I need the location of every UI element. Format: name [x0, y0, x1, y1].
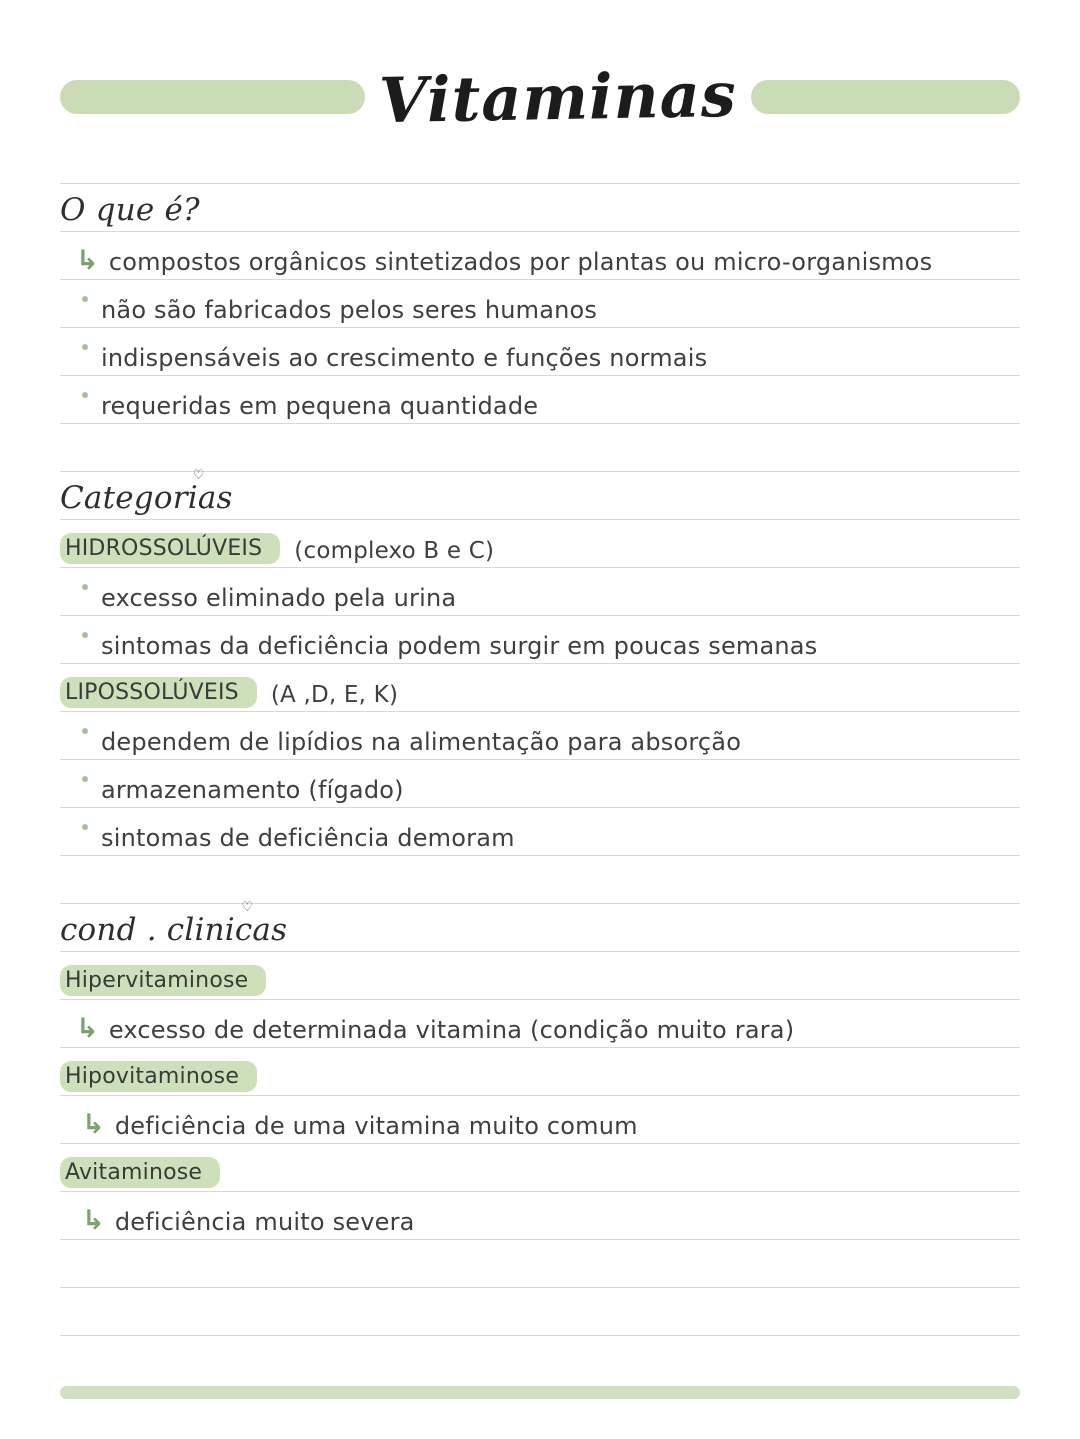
bottom-accent-bar	[60, 1386, 1020, 1399]
label-note: (A ,D, E, K)	[270, 682, 399, 708]
bullet-dot-icon	[82, 824, 88, 830]
note-item	[60, 232, 1020, 280]
section-heading-what	[60, 184, 1020, 232]
highlighted-label: LIPOSSOLÚVEIS	[60, 677, 257, 708]
note-item	[60, 616, 1020, 664]
note-text: sintomas da deficiência podem surgir em poucas semanas	[101, 632, 818, 660]
highlighted-label: HIDROSSOLÚVEIS	[60, 533, 280, 564]
condition-label-row	[60, 1144, 1020, 1192]
bullet-dot-icon	[82, 632, 88, 638]
note-text: dependem de lipídios na alimentação para absorção	[101, 728, 742, 756]
condition-label-row	[60, 952, 1020, 1000]
condition-label-row	[60, 1048, 1020, 1096]
heart-icon: ♡	[192, 468, 205, 483]
note-text: compostos orgânicos sintetizados por plantas ou micro-organismos	[108, 248, 933, 276]
bullet-dot-icon	[82, 584, 88, 590]
note-item	[60, 376, 1020, 424]
highlighted-label: Hipervitaminose	[60, 965, 266, 996]
note-text: deficiência de uma vitamina muito comum	[114, 1112, 638, 1140]
label-note: (complexo B e C)	[294, 538, 495, 564]
note-text: deficiência muito severa	[114, 1208, 415, 1236]
bullet-dot-icon	[82, 776, 88, 782]
bullet-dot-icon	[82, 344, 88, 350]
ruled-line	[60, 1288, 1020, 1336]
note-text: excesso eliminado pela urina	[101, 584, 457, 612]
arrow-icon: ↳	[82, 1205, 105, 1236]
bullet-dot-icon	[82, 728, 88, 734]
page-title: Vitaminas	[378, 57, 738, 137]
ruled-line	[60, 856, 1020, 904]
heading-text: cond . clinicas	[60, 912, 288, 948]
ruled-line	[60, 1240, 1020, 1288]
note-item	[60, 1192, 1020, 1240]
heart-icon: ♡	[241, 900, 254, 915]
category-label-row	[60, 520, 1020, 568]
note-item	[60, 808, 1020, 856]
section-heading-categories	[60, 468, 1020, 520]
heading-text: O que é?	[60, 192, 200, 228]
note-item	[60, 1096, 1020, 1144]
note-text: não são fabricados pelos seres humanos	[101, 296, 598, 324]
highlighted-label: Hipovitaminose	[60, 1061, 257, 1092]
arrow-icon: ↳	[76, 245, 99, 276]
banner-pill-right	[751, 80, 1020, 114]
note-item	[60, 712, 1020, 760]
note-item	[60, 1000, 1020, 1048]
note-item	[60, 760, 1020, 808]
category-label-row	[60, 664, 1020, 712]
highlighted-label: Avitaminose	[60, 1157, 220, 1188]
note-text: requeridas em pequena quantidade	[101, 392, 539, 420]
heading-text: Categorias	[60, 480, 233, 516]
note-item	[60, 568, 1020, 616]
note-text: excesso de determinada vitamina (condição muito rara)	[108, 1016, 795, 1044]
ruled-line	[60, 136, 1020, 184]
banner-pill-left	[60, 80, 365, 114]
section-heading-clinical	[60, 900, 1020, 952]
ruled-line	[60, 424, 1020, 472]
arrow-icon: ↳	[76, 1013, 99, 1044]
note-text: indispensáveis ao crescimento e funções normais	[101, 344, 708, 372]
notes-content	[60, 136, 1020, 1336]
note-item	[60, 328, 1020, 376]
note-text: sintomas de deficiência demoram	[101, 824, 515, 852]
arrow-icon: ↳	[82, 1109, 105, 1140]
bullet-dot-icon	[82, 296, 88, 302]
bullet-dot-icon	[82, 392, 88, 398]
note-item	[60, 280, 1020, 328]
note-text: armazenamento (fígado)	[101, 776, 404, 804]
title-banner	[60, 52, 1020, 142]
